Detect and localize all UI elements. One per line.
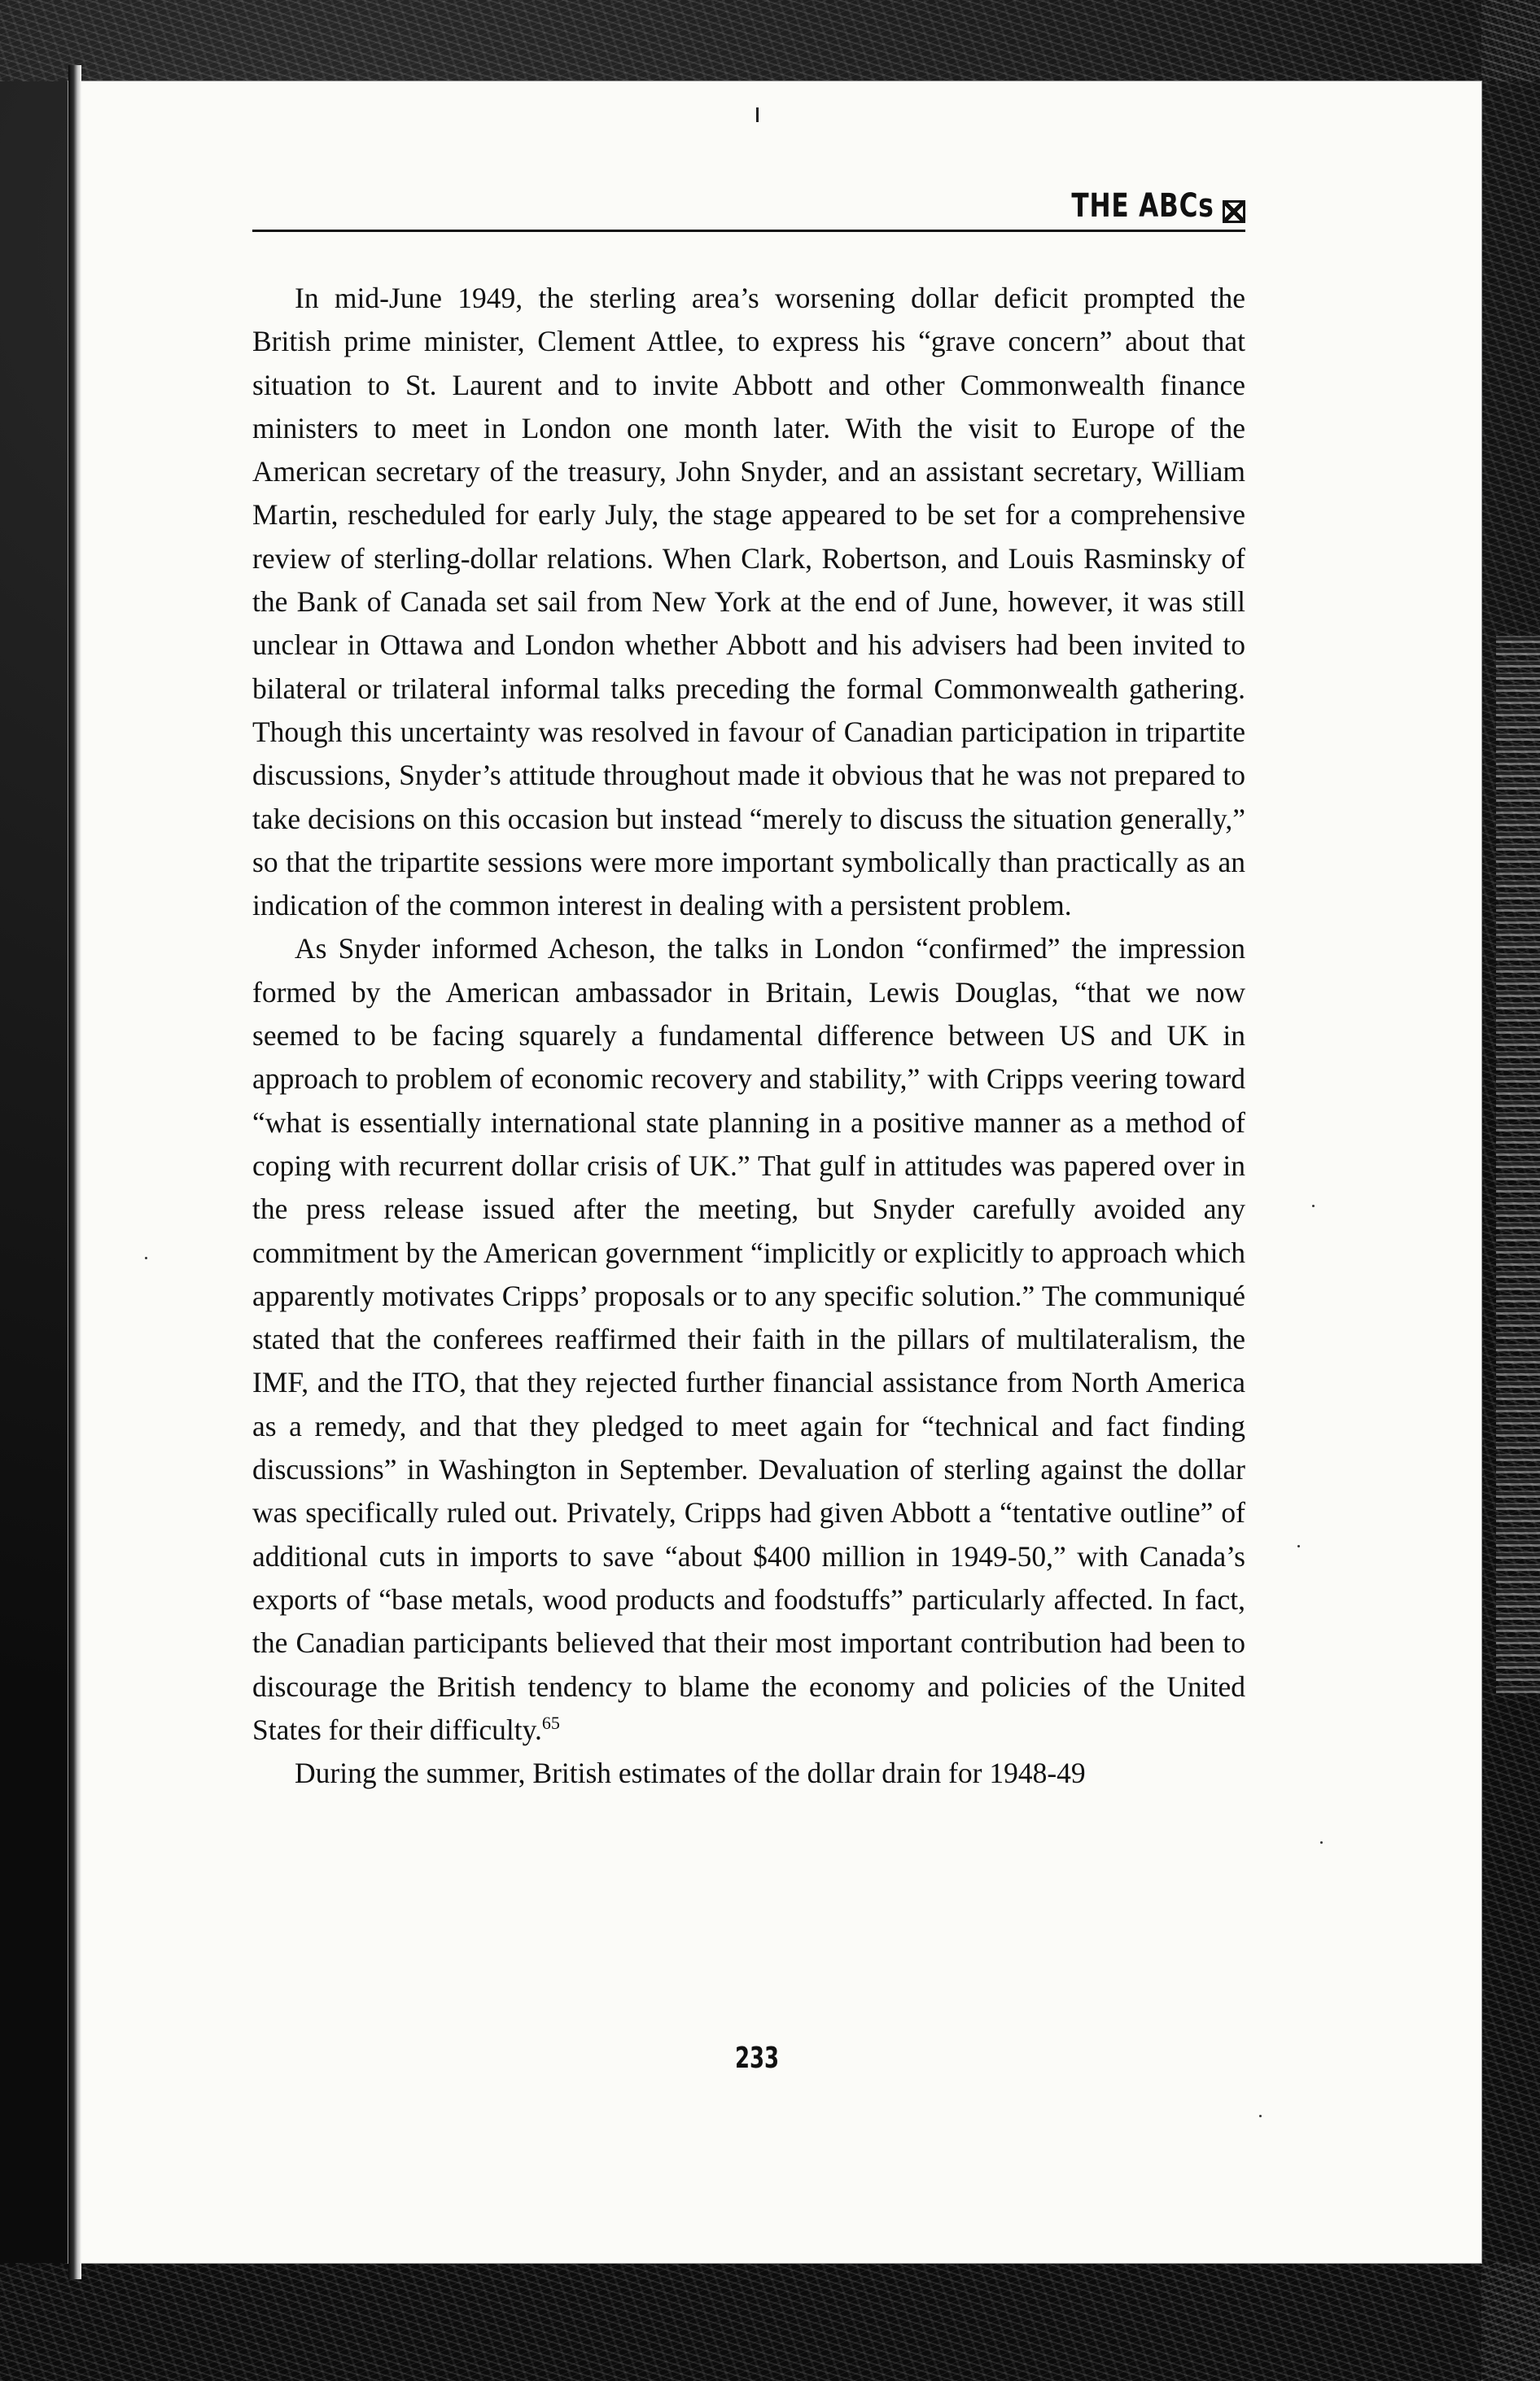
paragraph xyxy=(252,927,1245,1752)
dust-speck xyxy=(1320,1841,1323,1844)
footnote-reference[interactable]: 65 xyxy=(541,1712,560,1733)
scan-noise-top xyxy=(0,0,1540,81)
dust-speck xyxy=(1297,1545,1300,1547)
paragraph-text: During the summer, British estimates of the dollar drain for 1948-49 xyxy=(295,1757,1086,1790)
paragraph-text: In mid-June 1949, the sterling area’s worsening dollar deficit prompted the British prime minister, Clement Attlee, to express his “grave concern” about that situation to St. Laurent and to invite Abbott and other Commonwealth finance ministers to meet in London one month later. With the visit to Europe of the American secretary of the treasury, John Snyder, and an assistant secretary, William Martin, rescheduled for early July, the stage appeared to be set for a comprehensive review of sterling-dollar relations. When Clark, Robertson, and Louis Rasminsky of the Bank of Canada set sail from New York at the end of June, however, it was still unclear in Ottawa and London whether Abbott and his advisers had been invited to bilateral or trilateral informal talks preceding the formal Commonwealth gathering. Though this uncertainty was resolved in favour of Canadian participation in tripartite discussions, Snyder’s attitude throughout made it obvious that he was not prepared to take decisions on this occasion but instead “merely to discuss the situation generally,” so that the tripartite sessions were more important symbolically than practically as an indication of the common interest in dealing with a persistent problem. xyxy=(252,282,1245,922)
scan-noise-bottom xyxy=(0,2263,1540,2381)
page-stack-edge xyxy=(1496,635,1540,1693)
body-text xyxy=(252,277,1245,1795)
paragraph-text: As Snyder informed Acheson, the talks in London “confirmed” the impression formed by the American ambassador in Britain, Lewis Douglas, “that we now seemed to be facing squarely a fundamental difference between US and UK in approach to problem of economic recovery and stability,” with Cripps veering toward “what is essentially international state planning in a positive manner as a method of coping with recurrent dollar crisis of UK.” That gulf in attitudes was papered over in the press release issued after the meeting, but Snyder carefully avoided any commitment by the American government “implicitly or explicitly to approach which apparently motivates Cripps’ proposals or to any specific solution.” The communiqué stated that the conferees reaffirmed their faith in the pillars of multilateralism, the IMF, and the ITO, that they rejected further financial assistance from North America as a remedy, and that they pledged to meet again for “technical and fact finding discussions” in Washington in September. Devaluation of sterling against the dollar was specifically ruled out. Privately, Cripps had given Abbott a “tentative outline” of additional cuts in imports to save “about $400 million in 1949-50,” with Canada’s exports of “base metals, wood products and foodstuffs” particularly affected. In fact, the Canadian participants believed that their most important contribution had been to discourage the British tendency to blame the economy and policies of the United States for their difficulty. xyxy=(252,932,1245,1746)
running-head-title: THE ABCs xyxy=(1071,187,1214,225)
paragraph xyxy=(252,277,1245,927)
running-head xyxy=(252,181,1245,232)
paragraph xyxy=(252,1752,1245,1795)
page-number: 233 xyxy=(734,2042,780,2075)
book-gutter xyxy=(68,65,81,2279)
dust-speck xyxy=(1312,1205,1315,1207)
dust-speck xyxy=(145,1257,147,1259)
scan-mark xyxy=(756,107,759,122)
boxed-x-ornament-icon xyxy=(1223,200,1245,223)
dust-speck xyxy=(1259,2115,1262,2117)
